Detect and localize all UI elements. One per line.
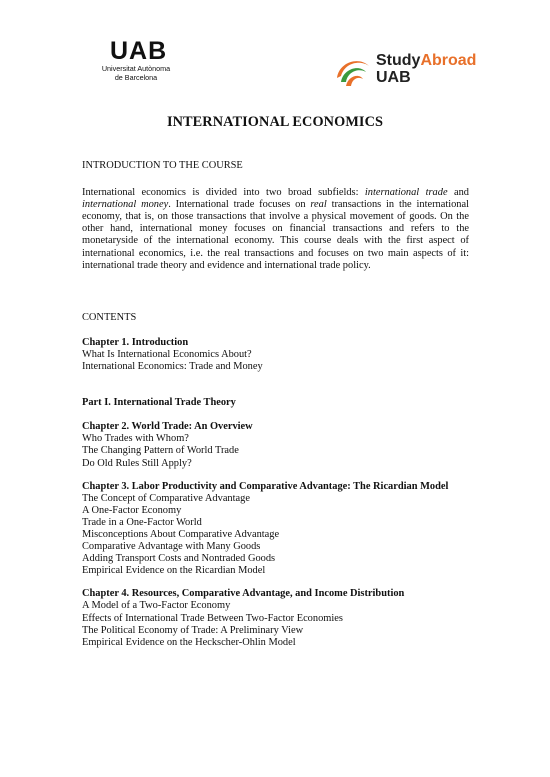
intro-text-3: . International trade focuses on	[168, 199, 311, 211]
chapter-3-item: Trade in a One-Factor World	[82, 516, 202, 528]
chapter-3-item: A One-Factor Economy	[82, 504, 182, 516]
intro-paragraph	[82, 187, 469, 272]
uab-logo-line1: Universitat Autònoma	[101, 64, 171, 73]
chapter-2-item: Who Trades with Whom?	[82, 433, 189, 445]
study-abroad-uab: UAB	[376, 69, 411, 86]
contents-heading: CONTENTS	[82, 311, 137, 323]
uab-logo-mark: UAB	[110, 37, 168, 65]
chapter-3-item: Comparative Advantage with Many Goods	[82, 541, 261, 553]
study-abroad-swirl-icon	[333, 52, 373, 88]
chapter-1-item: International Economics: Trade and Money	[82, 361, 263, 373]
chapter-1-title: Chapter 1. Introduction	[82, 336, 189, 348]
intro-text-4: transactions in the international economy, that is, on those transactions that involve a physical movement of goods. On the other hand, international money focuses on financial transactions and refers to the monetaryside of the international economy. This course deals with the first aspect of international economics, i.e. the real transactions and focuses on two main aspects of it: international trade theory and evidence and international trade policy.	[82, 199, 469, 271]
intro-text-2: and	[447, 187, 470, 199]
study-abroad-abroad: Abroad	[420, 52, 477, 69]
chapter-2-title: Chapter 2. World Trade: An Overview	[82, 421, 253, 433]
part-1-title: Part I. International Trade Theory	[82, 397, 236, 409]
chapter-3-title: Chapter 3. Labor Productivity and Comparative Advantage: The Ricardian Model	[82, 480, 449, 492]
intro-emphasis-real: real	[310, 199, 327, 211]
chapter-2-item: The Changing Pattern of World Trade	[82, 445, 239, 457]
study-abroad-logo	[333, 50, 477, 90]
chapter-2-item: Do Old Rules Still Apply?	[82, 457, 192, 469]
chapter-4-item: Effects of International Trade Between Two-Factor Economies	[82, 612, 343, 624]
document-body	[82, 160, 469, 649]
chapter-4-item: The Political Economy of Trade: A Preliminary View	[82, 624, 304, 636]
intro-emphasis-trade: international trade	[364, 187, 448, 199]
chapter-1-item: What Is International Economics About?	[82, 348, 252, 360]
intro-text-1: International economics is divided into two broad subfields:	[82, 187, 365, 199]
chapter-3-item: Adding Transport Costs and Nontraded Goods	[82, 553, 276, 565]
study-abroad-study: Study	[376, 52, 421, 69]
uab-logo	[96, 37, 176, 82]
uab-logo-line2: de Barcelona	[114, 73, 158, 82]
chapter-4-title: Chapter 4. Resources, Comparative Advantage, and Income Distribution	[82, 588, 405, 600]
intro-heading: INTRODUCTION TO THE COURSE	[82, 160, 243, 171]
chapter-3-item: Empirical Evidence on the Ricardian Model	[82, 565, 266, 577]
intro-emphasis-money: international money	[82, 199, 169, 211]
chapter-4-item: A Model of a Two-Factor Economy	[82, 600, 231, 612]
chapter-4-item: Empirical Evidence on the Heckscher-Ohlin Model	[82, 636, 296, 648]
chapter-3-item: Misconceptions About Comparative Advantage	[82, 528, 280, 540]
document-title: INTERNATIONAL ECONOMICS	[166, 114, 384, 130]
chapter-3-item: The Concept of Comparative Advantage	[82, 492, 250, 504]
